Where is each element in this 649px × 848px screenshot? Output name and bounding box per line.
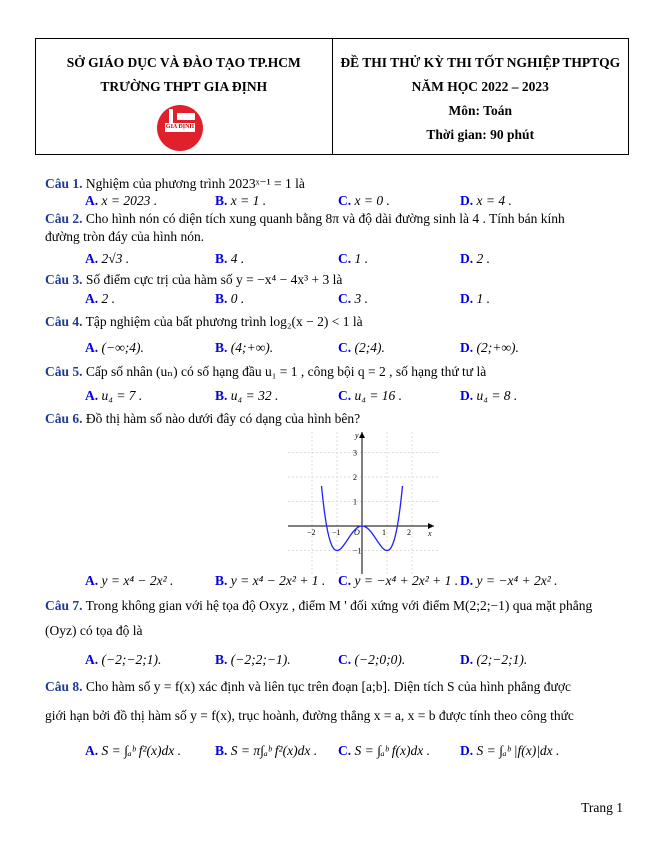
option-text: (−∞;4). bbox=[101, 340, 144, 355]
header-left bbox=[36, 39, 333, 154]
option-letter: C. bbox=[338, 388, 352, 403]
option-letter: B. bbox=[215, 251, 228, 266]
question-text: Cấp số nhân (uₙ) có số hạng đầu u₁ = 1 , công bội q = 2 , số hạng thứ tư là bbox=[85, 364, 487, 379]
school-logo: GIA ĐỊNH bbox=[157, 105, 203, 151]
question-1-option-a[interactable] bbox=[85, 193, 157, 209]
y-tick-label: −1 bbox=[353, 546, 362, 556]
option-letter: A. bbox=[85, 652, 99, 667]
question-label: Câu 4. bbox=[45, 314, 83, 329]
option-text: (−2;0;0). bbox=[354, 652, 406, 667]
question-3-option-a[interactable] bbox=[85, 291, 115, 307]
question-6-option-d[interactable] bbox=[460, 573, 558, 589]
option-letter: A. bbox=[85, 291, 99, 306]
option-text: (2;+∞). bbox=[476, 340, 519, 355]
option-text: 2√3 . bbox=[101, 251, 130, 266]
option-letter: B. bbox=[215, 193, 228, 208]
option-letter: A. bbox=[85, 743, 99, 758]
option-text: x = 4 . bbox=[476, 193, 512, 208]
question-label: Câu 1. bbox=[45, 176, 83, 191]
question-1-option-c[interactable] bbox=[338, 193, 390, 209]
option-letter: B. bbox=[215, 291, 228, 306]
question-text: Cho hàm số y = f(x) xác định và liên tục trên đoạn [a;b]. Diện tích S của hình phẳng được bbox=[85, 679, 571, 694]
school-name: TRƯỜNG THPT GIA ĐỊNH bbox=[100, 79, 268, 94]
option-text: u₄ = 7 . bbox=[101, 388, 143, 403]
question-4-option-a[interactable] bbox=[85, 340, 144, 356]
option-text: (2;−2;1). bbox=[476, 652, 528, 667]
option-letter: D. bbox=[460, 743, 474, 758]
exam-title: ĐỀ THI THỬ KỲ THI TỐT NGHIỆP THPTQG bbox=[340, 55, 621, 70]
question-7-option-d[interactable] bbox=[460, 652, 527, 668]
question-1-option-b[interactable] bbox=[215, 193, 266, 209]
question-4-option-d[interactable] bbox=[460, 340, 519, 356]
page-number: Trang 1 bbox=[581, 800, 623, 815]
y-tick-label: 1 bbox=[353, 497, 357, 507]
question-2-option-b[interactable] bbox=[215, 251, 244, 267]
question-5-option-a[interactable] bbox=[85, 388, 142, 404]
question-8-option-d[interactable] bbox=[460, 743, 559, 759]
option-text: (−2;2;−1). bbox=[230, 652, 291, 667]
option-letter: B. bbox=[215, 388, 228, 403]
question-2-line bbox=[45, 229, 204, 245]
question-7-option-c[interactable] bbox=[338, 652, 405, 668]
option-letter: C. bbox=[338, 340, 352, 355]
option-text: y = x⁴ − 2x² . bbox=[101, 573, 174, 588]
header-table bbox=[35, 38, 629, 155]
option-text: u₄ = 16 . bbox=[354, 388, 403, 403]
option-letter: A. bbox=[85, 340, 99, 355]
question-text: giới hạn bởi đồ thị hàm số y = f(x), trục hoành, đường thẳng x = a, x = b được tính theo công thức bbox=[45, 708, 574, 723]
question-8-option-b[interactable] bbox=[215, 743, 317, 759]
option-letter: C. bbox=[338, 193, 352, 208]
question-label: Câu 3. bbox=[45, 272, 83, 287]
question-5-option-b[interactable] bbox=[215, 388, 278, 404]
option-letter: D. bbox=[460, 340, 474, 355]
option-letter: C. bbox=[338, 251, 352, 266]
option-text: S = π∫ₐᵇ f²(x)dx . bbox=[230, 743, 318, 758]
question-1-option-d[interactable] bbox=[460, 193, 512, 209]
question-text: đường tròn đáy của hình nón. bbox=[45, 229, 205, 244]
option-letter: B. bbox=[215, 652, 228, 667]
option-text: (4;+∞). bbox=[230, 340, 274, 355]
question-4-option-c[interactable] bbox=[338, 340, 385, 356]
question-2-option-c[interactable] bbox=[338, 251, 368, 267]
option-letter: A. bbox=[85, 388, 99, 403]
option-letter: C. bbox=[338, 743, 352, 758]
option-text: (−2;−2;1). bbox=[101, 652, 162, 667]
option-text: S = ∫ₐᵇ |f(x)|dx . bbox=[476, 743, 560, 758]
option-letter: D. bbox=[460, 573, 474, 588]
x-tick-label: 1 bbox=[382, 528, 386, 537]
question-7-option-b[interactable] bbox=[215, 652, 291, 668]
question-3-line bbox=[45, 272, 342, 288]
y-axis-label: y bbox=[355, 431, 359, 440]
question-4-line bbox=[45, 314, 363, 330]
question-7-line bbox=[45, 623, 142, 639]
option-letter: A. bbox=[85, 573, 99, 588]
option-text: y = x⁴ − 2x² + 1 . bbox=[230, 573, 326, 588]
option-text: S = ∫ₐᵇ f(x)dx . bbox=[354, 743, 430, 758]
option-text: x = 2023 . bbox=[101, 193, 158, 208]
option-letter: C. bbox=[338, 573, 352, 588]
question-8-option-c[interactable] bbox=[338, 743, 430, 759]
option-letter: C. bbox=[338, 652, 352, 667]
option-letter: B. bbox=[215, 340, 228, 355]
option-text: S = ∫ₐᵇ f²(x)dx . bbox=[101, 743, 182, 758]
option-letter: D. bbox=[460, 251, 474, 266]
option-text: x = 1 . bbox=[230, 193, 267, 208]
option-letter: D. bbox=[460, 193, 474, 208]
question-5-line bbox=[45, 364, 486, 380]
y-tick-label: 3 bbox=[353, 448, 357, 458]
subject: Môn: Toán bbox=[448, 103, 512, 118]
x-tick-label: 2 bbox=[407, 528, 411, 537]
question-label: Câu 6. bbox=[45, 411, 83, 426]
option-text: 4 . bbox=[230, 251, 245, 266]
option-text: u₄ = 32 . bbox=[230, 388, 279, 403]
option-letter: A. bbox=[85, 251, 99, 266]
question-text: Trong không gian với hệ tọa độ Oxyz , điểm M ' đối xứng với điểm M(2;2;−1) qua mặt phẳng bbox=[85, 598, 593, 613]
origin-label: O bbox=[354, 528, 360, 537]
question-text: Số điểm cực trị của hàm số y = −x⁴ − 4x³ + 3 là bbox=[85, 272, 343, 287]
school-year: NĂM HỌC 2022 – 2023 bbox=[411, 79, 549, 94]
question-text: Đồ thị hàm số nào dưới đây có dạng của hình bên? bbox=[85, 411, 361, 426]
x-axis-label: x bbox=[428, 529, 432, 538]
question-text: (Oyz) có tọa độ là bbox=[45, 623, 143, 638]
question-8-option-a[interactable] bbox=[85, 743, 181, 759]
question-7-option-a[interactable] bbox=[85, 652, 161, 668]
x-tick-label: −2 bbox=[307, 528, 316, 537]
question-8-line bbox=[45, 708, 574, 724]
option-text: u₄ = 8 . bbox=[476, 388, 518, 403]
question-3-option-c[interactable] bbox=[338, 291, 368, 307]
option-letter: B. bbox=[215, 743, 228, 758]
option-letter: D. bbox=[460, 388, 474, 403]
option-text: 0 . bbox=[230, 291, 245, 306]
question-1-line bbox=[45, 176, 305, 192]
department-name: SỞ GIÁO DỤC VÀ ĐÀO TẠO TP.HCM bbox=[66, 55, 301, 70]
duration: Thời gian: 90 phút bbox=[426, 127, 535, 142]
question-3-option-b[interactable] bbox=[215, 291, 244, 307]
option-letter: A. bbox=[85, 193, 99, 208]
option-letter: D. bbox=[460, 291, 474, 306]
option-text: y = −x⁴ + 2x² + 1 . bbox=[354, 573, 459, 588]
question-text: Tập nghiệm của bất phương trình log₂(x − 2) < 1 là bbox=[85, 314, 363, 329]
y-tick-label: 2 bbox=[353, 473, 357, 482]
question-label: Câu 2. bbox=[45, 211, 83, 226]
question-text: Nghiệm của phương trình 2023ˣ⁻¹ = 1 là bbox=[85, 176, 305, 191]
option-letter: C. bbox=[338, 291, 352, 306]
option-letter: B. bbox=[215, 573, 228, 588]
question-5-option-c[interactable] bbox=[338, 388, 402, 404]
x-tick-label: −1 bbox=[332, 528, 341, 537]
option-text: 1 . bbox=[354, 251, 368, 266]
question-6-line bbox=[45, 411, 360, 427]
option-text: 2 . bbox=[101, 291, 115, 306]
question-8-line bbox=[45, 679, 571, 695]
header-right bbox=[333, 39, 629, 154]
y-arrow bbox=[359, 432, 365, 438]
option-text: y = −x⁴ + 2x² . bbox=[476, 573, 558, 588]
question-3-option-d[interactable] bbox=[460, 291, 490, 307]
option-text: 1 . bbox=[476, 291, 490, 306]
option-text: (2;4). bbox=[354, 340, 385, 355]
function-graph bbox=[288, 428, 438, 576]
question-6-option-a[interactable] bbox=[85, 573, 173, 589]
question-5-option-d[interactable] bbox=[460, 388, 517, 404]
option-text: 3 . bbox=[354, 291, 368, 306]
question-2-line bbox=[45, 211, 565, 227]
question-2-option-d[interactable] bbox=[460, 251, 490, 267]
question-7-line bbox=[45, 598, 592, 614]
question-label: Câu 7. bbox=[45, 598, 83, 613]
question-2-option-a[interactable] bbox=[85, 251, 129, 267]
question-text: Cho hình nón có diện tích xung quanh bằng 8π và độ dài đường sinh là 4 . Tính bán kính bbox=[85, 211, 565, 226]
option-letter: D. bbox=[460, 652, 474, 667]
question-label: Câu 5. bbox=[45, 364, 83, 379]
option-text: x = 0 . bbox=[354, 193, 390, 208]
question-label: Câu 8. bbox=[45, 679, 83, 694]
option-text: 2 . bbox=[476, 251, 490, 266]
question-4-option-b[interactable] bbox=[215, 340, 273, 356]
